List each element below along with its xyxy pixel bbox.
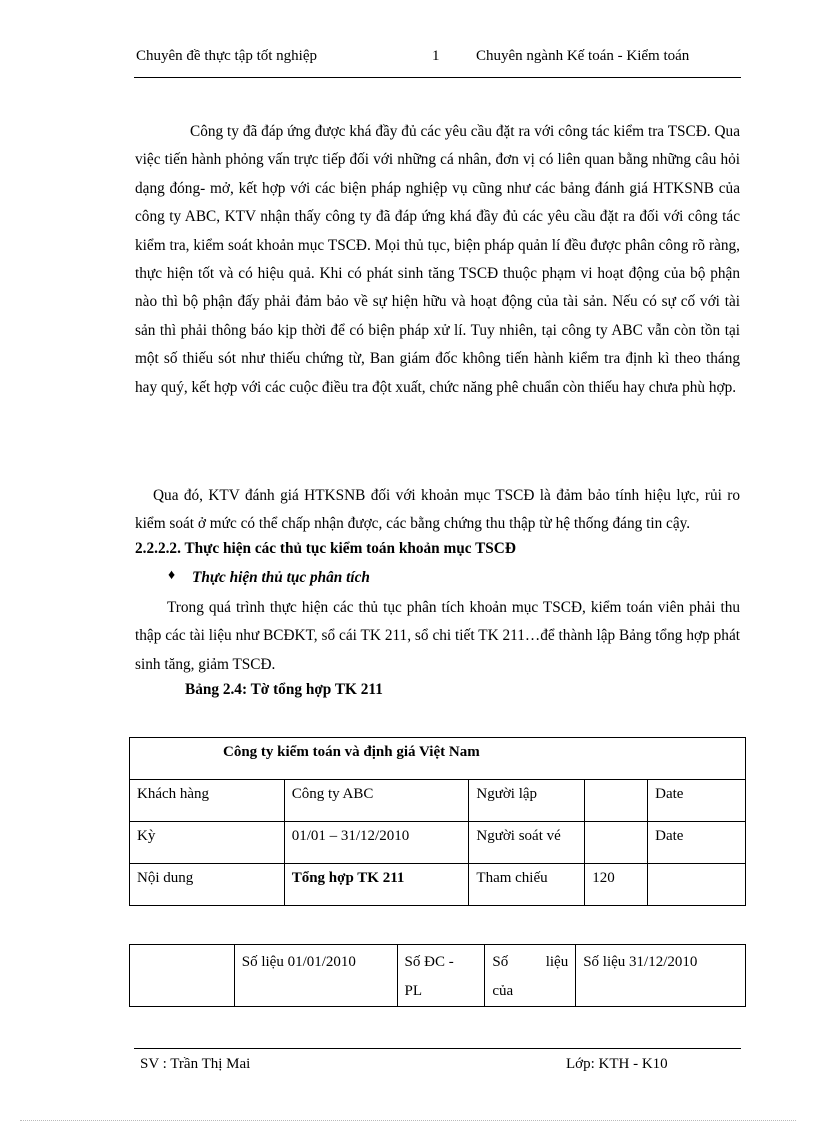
page-number: 1 bbox=[432, 48, 440, 64]
footer-class: Lớp: KTH - K10 bbox=[566, 1056, 668, 1072]
header-divider bbox=[134, 77, 741, 78]
header-right: Chuyên ngành Kế toán - Kiểm toán bbox=[476, 48, 690, 64]
table-caption: Bảng 2.4: Tờ tổng hợp TK 211 bbox=[185, 681, 383, 698]
preparer-label: Người lập bbox=[469, 780, 585, 822]
data-col-4 bbox=[485, 945, 576, 1007]
page-edge-divider bbox=[20, 1120, 796, 1121]
data-col-5: Số liệu 31/12/2010 bbox=[576, 945, 746, 1007]
footer-divider bbox=[134, 1048, 741, 1049]
paragraph-2: Qua đó, KTV đánh giá HTKSNB đối với khoản mục TSCĐ là đảm bảo tính hiệu lực, rủi ro kiểm soát ở mức có thể chấp nhận được, các bằng chứng thu thập từ hệ thống đáng tin cậy. bbox=[135, 487, 740, 533]
header-left: Chuyên đề thực tập tốt nghiệp bbox=[136, 48, 318, 64]
table-row bbox=[130, 864, 746, 906]
reviewer-label: Người soát vé bbox=[469, 822, 585, 864]
period-value: 01/01 – 31/12/2010 bbox=[284, 822, 469, 864]
data-col-4-line1: Số liệu bbox=[492, 954, 569, 970]
client-label: Khách hàng bbox=[130, 780, 285, 822]
preparer-value bbox=[585, 780, 648, 822]
period-label: Kỳ bbox=[130, 822, 285, 864]
client-value: Công ty ABC bbox=[284, 780, 469, 822]
data-col-2: Số liệu 01/01/2010 bbox=[234, 945, 397, 1007]
reviewer-value bbox=[585, 822, 648, 864]
reference-label: Tham chiếu bbox=[469, 864, 585, 906]
date-label: Date bbox=[648, 822, 746, 864]
info-table bbox=[129, 737, 746, 906]
data-col-3-line2: PL bbox=[404, 983, 423, 999]
data-table bbox=[129, 944, 746, 1007]
company-name: Công ty kiểm toán và định giá Việt Nam bbox=[130, 738, 746, 780]
content-value: Tổng hợp TK 211 bbox=[284, 864, 469, 906]
content-label: Nội dung bbox=[130, 864, 285, 906]
data-col-3-line1: Số ĐC - bbox=[404, 954, 454, 970]
reference-value: 120 bbox=[585, 864, 648, 906]
empty-cell bbox=[648, 864, 746, 906]
paragraph-1: Công ty đã đáp ứng được khá đầy đủ các yêu cầu đặt ra với công tác kiểm tra TSCĐ. Qua việc tiến hành phỏng vấn trực tiếp đối với những cá nhân, đơn vị có liên quan bằng những câu hỏi dạng đóng- mở, kết hợp với các biện pháp nghiệp vụ cũng như các bảng đánh giá HTKSNB của công ty ABC, KTV nhận thấy công ty đã đáp ứng khá đầy đủ các yêu cầu đặt ra đối với công tác kiểm tra, kiểm soát khoản mục TSCĐ. Mọi thủ tục, biện pháp quản lí đều được phân công rõ ràng, thực hiện tốt và có hiệu quả. Khi có phát sinh tăng TSCĐ thuộc phạm vi hoạt động của bộ phận nào thì bộ phận đấy phải đảm bảo về sự hiện hữu và hoạt động của tài sản. Nếu có sự cố với tài sản thì phải thông báo kịp thời để có biện pháp xử lí. Tuy nhiên, tại công ty ABC vẫn còn tồn tại một số thiếu sót như thiếu chứng từ, Ban giám đốc không tiến hành kiểm tra định kì theo tháng hay quý, kết hợp với các cuộc điều tra đột xuất, chức năng phê chuẩn còn thiếu hay chưa phù hợp. bbox=[135, 123, 740, 396]
table-row bbox=[130, 780, 746, 822]
table-row bbox=[130, 822, 746, 864]
data-col-1 bbox=[130, 945, 235, 1007]
paragraph-3: Trong quá trình thực hiện các thủ tục phân tích khoản mục TSCĐ, kiểm toán viên phải thu thập các tài liệu như BCĐKT, sổ cái TK 211, sổ chi tiết TK 211…để thành lập Bảng tổng hợp phát sinh tăng, giảm TSCĐ. bbox=[135, 599, 740, 673]
table-row bbox=[130, 945, 746, 1007]
diamond-bullet-icon: ♦ bbox=[168, 568, 176, 583]
data-col-4-line2: của bbox=[492, 983, 514, 999]
footer-student: SV : Trần Thị Mai bbox=[140, 1056, 251, 1072]
sub-heading: Thực hiện thủ tục phân tích bbox=[192, 569, 370, 586]
data-col-3 bbox=[397, 945, 485, 1007]
table-row bbox=[130, 738, 746, 780]
section-heading: 2.2.2.2. Thực hiện các thủ tục kiểm toán khoản mục TSCĐ bbox=[135, 540, 516, 557]
date-label: Date bbox=[648, 780, 746, 822]
